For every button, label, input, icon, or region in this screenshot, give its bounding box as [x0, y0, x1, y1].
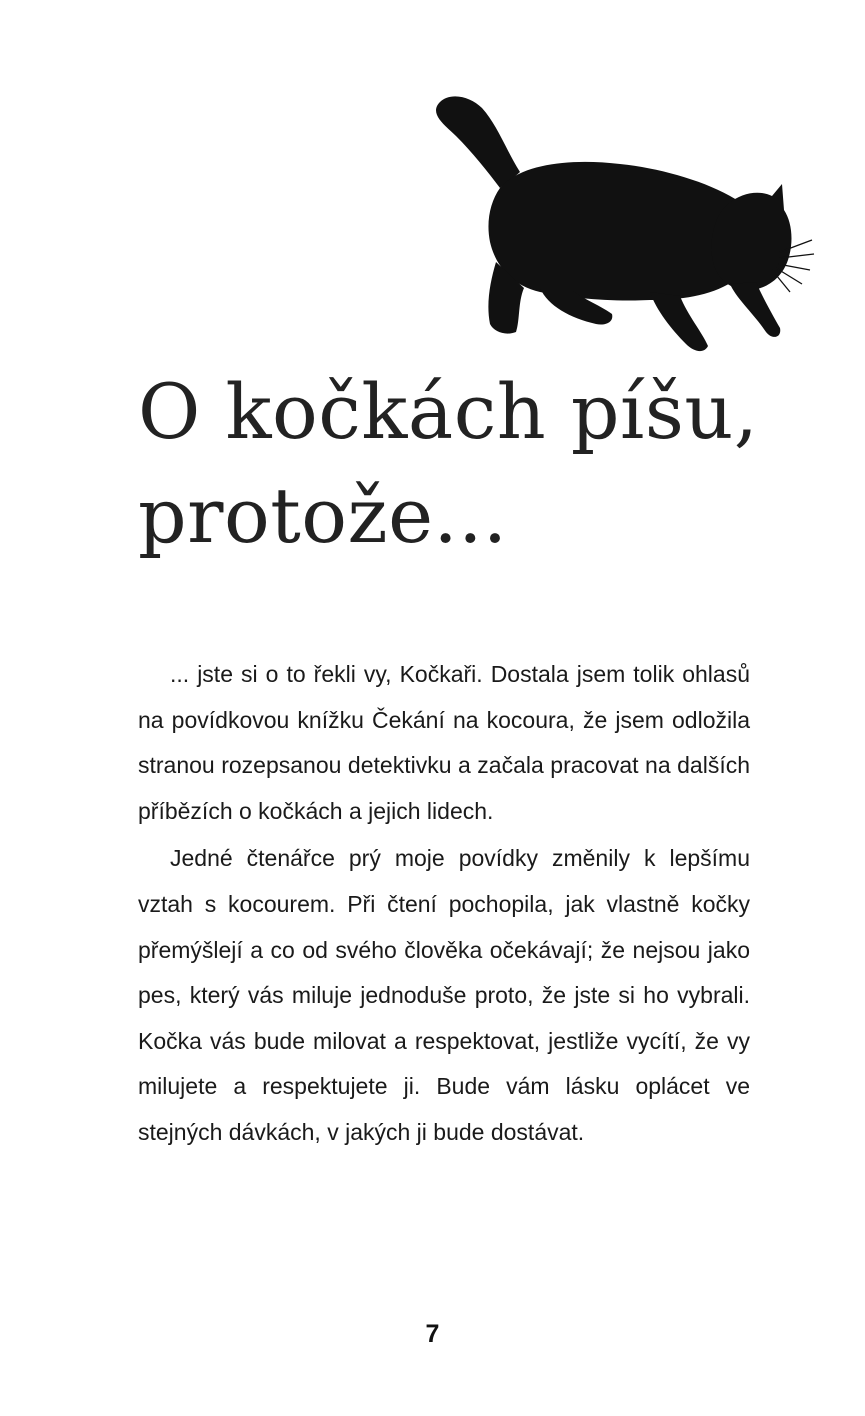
- chapter-title: [138, 360, 818, 568]
- body-text: [138, 652, 750, 1158]
- chapter-title-line-2: protože...: [138, 471, 508, 560]
- paragraph-1: ... jste si o to řekli vy, Kočkaři. Dostala jsem tolik ohlasů na povídkovou knížku Čekání na kocoura, že jsem odložila stranou rozepsanou detektivku a začala pracovat na dalších příbězích o kočkách a jejich lidech.: [138, 661, 750, 824]
- paragraph-2: Jedné čtenářce prý moje povídky změnily k lepšímu vztah s kocourem. Při čtení pochopila, jak vlastně kočky přemýšlejí a co od svého člověka očekávají; že nejsou jako pes, který vás miluje jednoduše proto, že jste si ho vybrali. Kočka vás bude milovat a respektovat, jestliže vycítí, že vy milujete a respektujete ji. Bude vám lásku oplácet ve stejných dávkách, v jakých ji bude dostávat.: [138, 845, 750, 1145]
- black-cat-silhouette-icon: [410, 92, 820, 362]
- page-number: 7: [425, 1320, 440, 1348]
- chapter-title-line-1: O kočkách píšu,: [138, 367, 759, 456]
